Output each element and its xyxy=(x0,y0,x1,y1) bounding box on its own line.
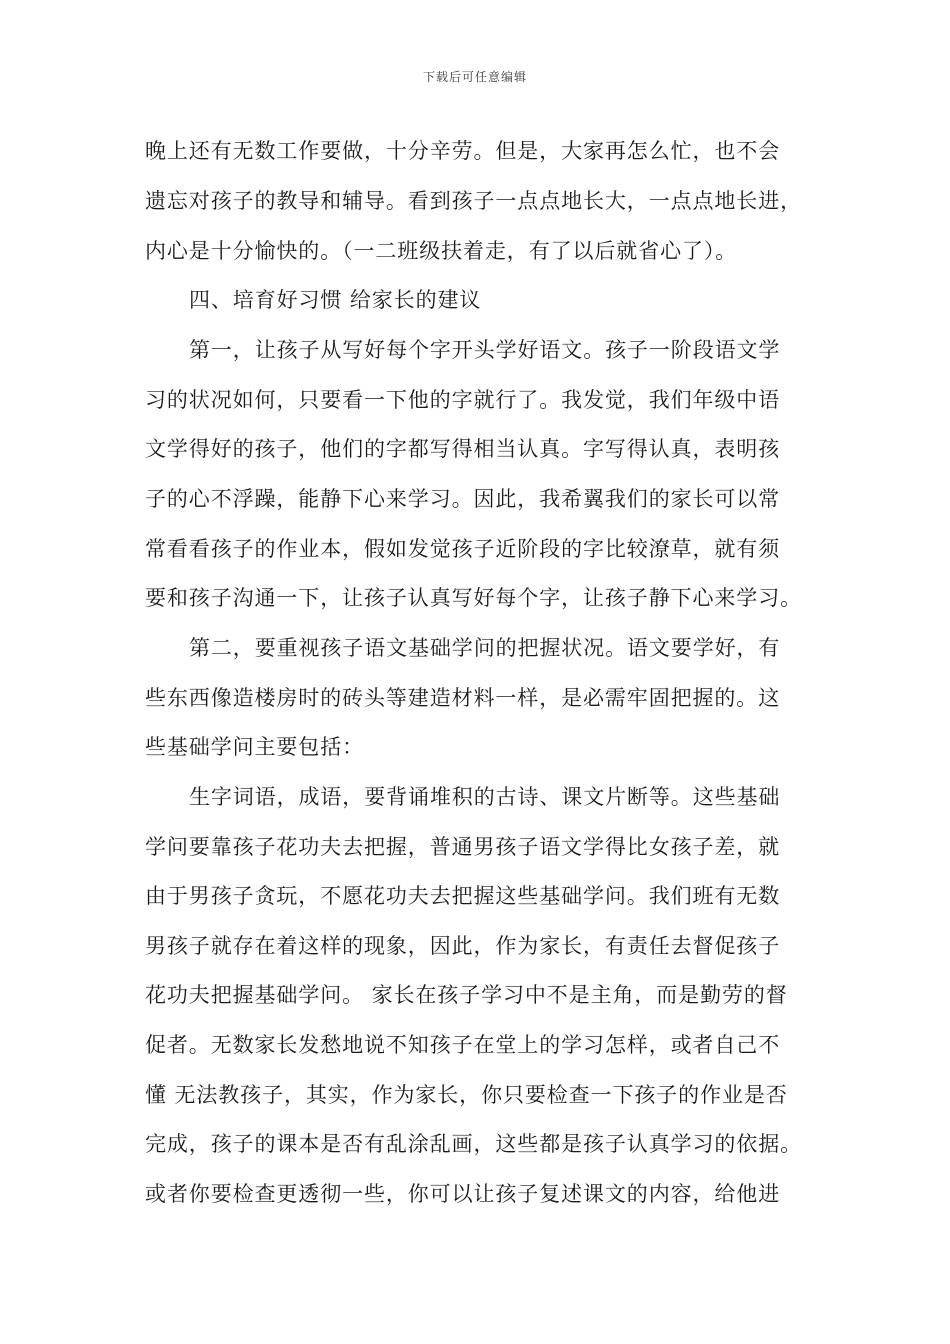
body-line-13: 些基础学问主要包括： xyxy=(145,735,364,759)
body-line-12: 些东西像造楼房时的砖头等建造材料一样，是必需牢固把握的。这 xyxy=(145,686,781,710)
body-line-20: 懂 无法教孩子，其实，作为家长，你只要检查一下孩子的作业是否 xyxy=(145,1083,788,1107)
body-line-8: 子的心不浮躁，能静下心来学习。因此，我希翼我们的家长可以常 xyxy=(145,487,781,511)
body-line-5: 第一，让孩子从写好每个字开头学好语文。孩子一阶段语文学 xyxy=(189,338,781,362)
section-heading: 四、培育好习惯 给家长的建议 xyxy=(189,288,482,312)
body-line-21: 完成，孩子的课本是否有乱涂乱画，这些都是孩子认真学习的依据。 xyxy=(145,1132,802,1156)
body-line-6: 习的状况如何，只要看一下他的字就行了。我发觉，我们年级中语 xyxy=(145,388,781,412)
body-line-9: 常看看孩子的作业本，假如发觉孩子近阶段的字比较潦草，就有须 xyxy=(145,537,781,561)
body-line-14: 生字词语，成语，要背诵堆积的古诗、课文片断等。这些基础 xyxy=(189,785,781,809)
body-line-1: 晚上还有无数工作要做，十分辛劳。但是，大家再怎么忙，也不会 xyxy=(145,139,781,163)
body-line-18: 花功夫把握基础学问。 家长在孩子学习中不是主角，而是勤劳的督 xyxy=(145,983,788,1007)
body-line-10: 要和孩子沟通一下，让孩子认真写好每个字，让孩子静下心来学习。 xyxy=(145,586,802,610)
body-line-7: 文学得好的孩子，他们的字都写得相当认真。字写得认真，表明孩 xyxy=(145,437,781,461)
page-header-note: 下载后可任意编辑 xyxy=(422,70,527,84)
body-line-2: 遗忘对孩子的教导和辅导。看到孩子一点点地长大，一点点地长进， xyxy=(145,189,802,213)
body-line-15: 学问要靠孩子花功夫去把握，普通男孩子语文学得比女孩子差，就 xyxy=(145,835,781,859)
body-line-11: 第二，要重视孩子语文基础学问的把握状况。语文要学好，有 xyxy=(189,636,781,660)
body-line-17: 男孩子就存在着这样的现象，因此，作为家长，有责任去督促孩子 xyxy=(145,934,781,958)
body-line-3: 内心是十分愉快的。（一二班级扶着走，有了以后就省心了）。 xyxy=(145,239,738,263)
body-line-19: 促者。无数家长发愁地说不知孩子在堂上的学习怎样，或者自己不 xyxy=(145,1033,781,1057)
body-line-22: 或者你要检查更透彻一些，你可以让孩子复述课文的内容，给他进 xyxy=(145,1182,781,1206)
body-line-16: 由于男孩子贪玩，不愿花功夫去把握这些基础学问。我们班有无数 xyxy=(145,884,781,908)
